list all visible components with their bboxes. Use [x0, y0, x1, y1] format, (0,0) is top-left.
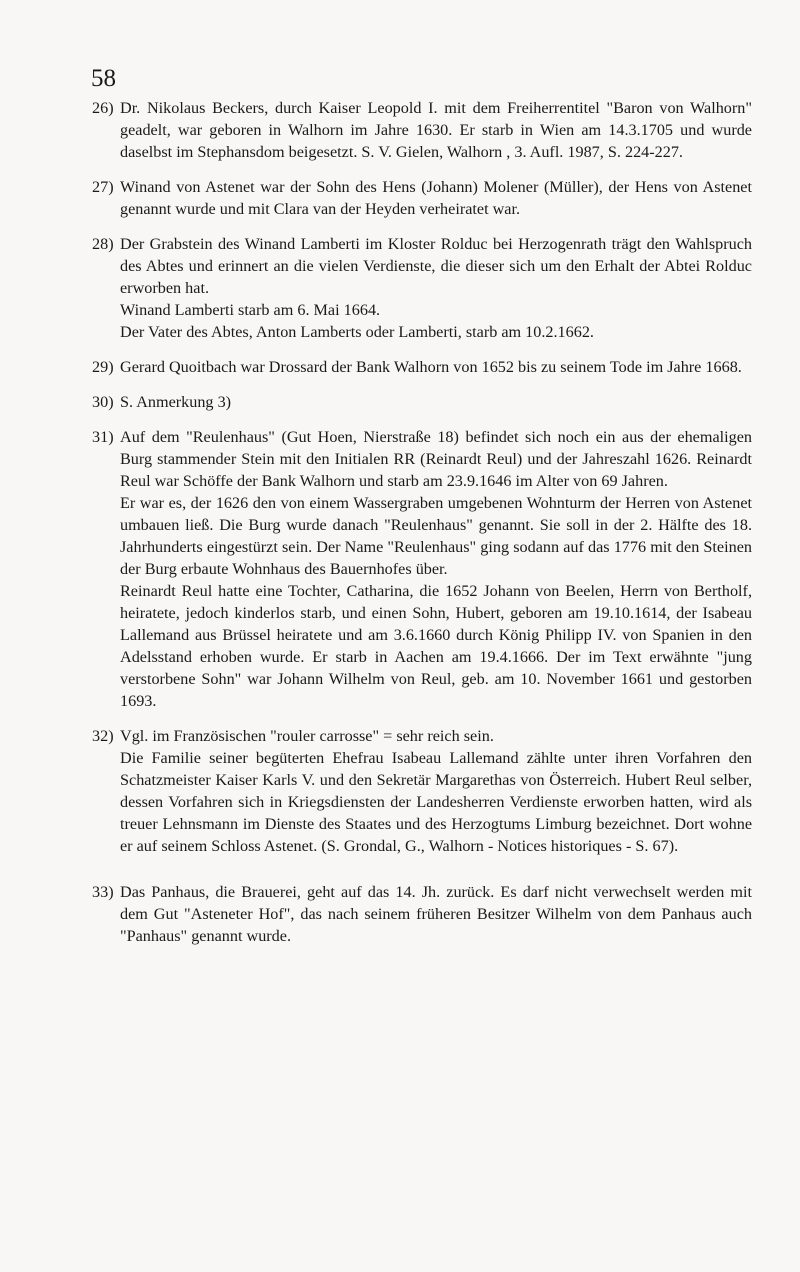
- note-paragraph: Der Vater des Abtes, Anton Lamberts oder Lamberti, starb am 10.2.1662.: [120, 323, 594, 341]
- note-body: [120, 725, 752, 857]
- note-number: 29): [92, 358, 114, 376]
- note-paragraph: Der Grabstein des Winand Lamberti im Kloster Rolduc bei Herzogenrath trägt den Wahlspruch des Abtes und erinnert an die vielen Verdienste, die dieser sich um den Erhalt der Abtei Rolduc erworben hat.: [120, 235, 752, 297]
- note-body: [120, 176, 752, 220]
- note-paragraph: Winand von Astenet war der Sohn des Hens (Johann) Molener (Müller), der Hens von Astenet genannt wurde und mit Clara van der Heyden verheiratet war.: [120, 178, 752, 218]
- note-paragraph: Vgl. im Französischen "rouler carrosse" = sehr reich sein.: [120, 727, 494, 745]
- note-paragraph: Gerard Quoitbach war Drossard der Bank Walhorn von 1652 bis zu seinem Tode im Jahre 1668.: [120, 358, 742, 376]
- note-paragraph: Die Familie seiner begüterten Ehefrau Isabeau Lallemand zählte unter ihren Vorfahren den Schatzmeister Kaiser Karls V. und den Sekretär Margarethas von Österreich. Hubert Reul selber, dessen Vorfahren sich in Kriegsdiensten der Landesherren Verdienste erworben hatten, wird als treuer Lehnsmann im Dienste des Staates und des Herzogtums Limburg bezeichnet. Dort wohne er auf seinem Schloss Astenet. (S. Grondal, G., Walhorn - Notices historiques - S. 67).: [120, 749, 752, 855]
- note-28: [92, 233, 752, 343]
- note-26: [92, 97, 752, 163]
- note-number: 32): [92, 727, 114, 745]
- note-paragraph: S. Anmerkung 3): [120, 393, 232, 411]
- page-number: 58: [91, 65, 116, 92]
- note-paragraph: Auf dem "Reulenhaus" (Gut Hoen, Nierstraße 18) befindet sich noch ein aus der ehemaligen Burg stammender Stein mit den Initialen RR (Reinardt Reul) und der Jahreszahl 1626. Reinardt Reul war Schöffe der Bank Walhorn und starb am 23.9.1646 im Alter von 69 Jahren.: [120, 428, 752, 490]
- note-number: 27): [92, 178, 114, 196]
- note-body: [120, 391, 752, 413]
- note-paragraph: Dr. Nikolaus Beckers, durch Kaiser Leopold I. mit dem Freiherrentitel "Baron von Walhorn" geadelt, war geboren in Walhorn im Jahre 1630. Er starb in Wien am 14.3.1705 und wurde daselbst im Stephansdom beigesetzt. S. V. Gielen, Walhorn , 3. Aufl. 1987, S. 224-227.: [120, 99, 752, 161]
- note-paragraph: Winand Lamberti starb am 6. Mai 1664.: [120, 301, 381, 319]
- note-body: [120, 97, 752, 163]
- note-29: [92, 356, 752, 378]
- note-31: [92, 426, 752, 712]
- note-paragraph: Er war es, der 1626 den von einem Wassergraben umgebenen Wohnturm der Herren von Astenet umbauen ließ. Die Burg wurde danach "Reulenhaus" genannt. Sie soll in der 2. Hälfte des 18. Jahrhunderts eingestürzt sein. Der Name "Reulenhaus" ging sodann auf das 1776 mit den Steinen der Burg erbaute Wohnhaus des Bauernhofes über.: [120, 494, 752, 578]
- note-number: 28): [92, 235, 114, 253]
- note-33: [92, 881, 752, 947]
- note-paragraph: Das Panhaus, die Brauerei, geht auf das 14. Jh. zurück. Es darf nicht verwechselt werden mit dem Gut "Asteneter Hof", das nach seinem früheren Besitzer Wilhelm von dem Panhaus auch "Panhaus" genannt wurde.: [120, 883, 752, 945]
- note-number: 33): [92, 883, 114, 901]
- note-number: 26): [92, 99, 114, 117]
- note-30: [92, 391, 752, 413]
- note-27: [92, 176, 752, 220]
- note-number: 31): [92, 428, 114, 446]
- note-paragraph: Reinardt Reul hatte eine Tochter, Catharina, die 1652 Johann von Beelen, Herrn von Bertholf, heiratete, jedoch kinderlos starb, und einen Sohn, Hubert, geboren am 19.10.1614, der Isabeau Lallemand aus Brüssel heiratete und am 3.6.1660 durch König Philipp IV. von Spanien in den Adelsstand erhoben wurde. Er starb in Aachen am 19.4.1666. Der im Text erwähnte "jung verstorbene Sohn" war Johann Wilhelm von Reul, geb. am 10. November 1661 und gestorben 1693.: [120, 582, 752, 710]
- note-body: [120, 233, 752, 343]
- note-number: 30): [92, 393, 114, 411]
- endnotes-list: [92, 97, 752, 960]
- note-32: [92, 725, 752, 857]
- note-body: [120, 881, 752, 947]
- note-body: [120, 426, 752, 712]
- note-body: [120, 356, 752, 378]
